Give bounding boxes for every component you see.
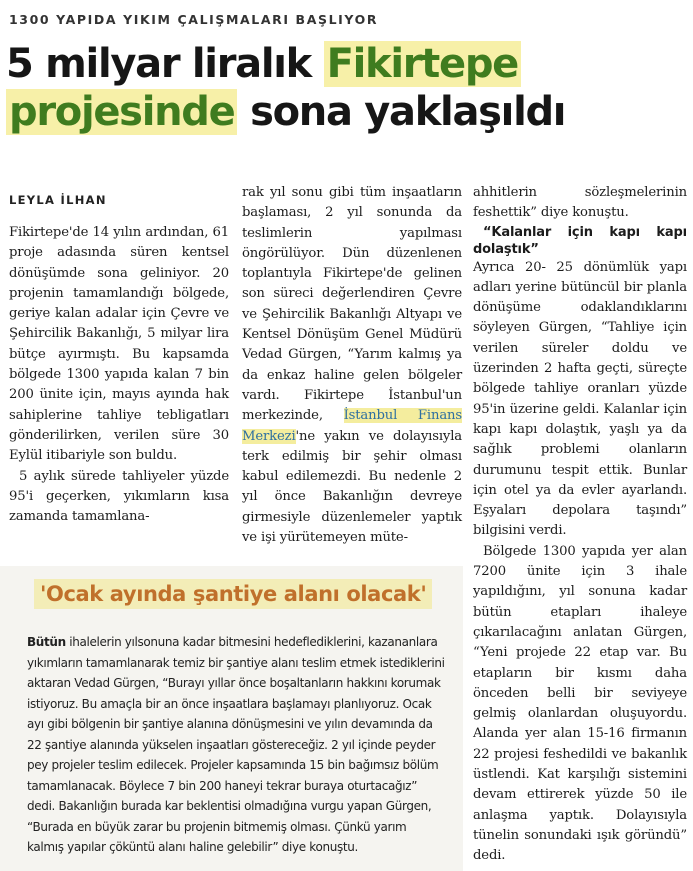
- paragraph-text: 'ne yakın ve dolayısıyla terk edilmiş bir şehir olması kabul edilemezdi. Bu nedenle 2 yıl önce Bakanlığın devreye girmesiyle düzenlemeler yaptık ve işi yürütemeyen müte-: [242, 428, 462, 546]
- paragraph: 5 aylık sürede tahliyeler yüzde 95'i geçerken, yıkımların kısa zamanda tamamlana-: [9, 468, 229, 525]
- paragraph: Fikirtepe'de 14 yılın ardından, 61 proje adasında süren kentsel dönüşümde sona geliniyor. 20 projenin tamamlandığı bölgede, geriye kalan adalar için Çevre ve Şehircilik Bakanlığı, 5 milyar lira bütçe ayırmıştı. Bu kapsamda bölgede 1300 yapıda kalan 7 bin 200 ünite için, mayıs ayında hak sahiplerine tahliye tebligatları gönderilirken, verilen süre 30 Eylül itibariyle son buldu.: [9, 225, 229, 464]
- paragraph: Bölgede 1300 yapıda yer alan 7200 ünite için 3 ihale yapıldığını, yıl sonuna kadar bütün etapları ihaleye çıkarılacağını anlatan Gürgen, “Yeni projede 22 etap var. Bu etapların bir kısmı daha önceden belli bir seviyeye gelmiş olanlardan oluşuyordu. Alanda yer alan 15-16 firmanın 22 projesi feshedildi ve bakanlık üstlendi. Kat karşılığı sistemini devam ettirerek yüzde 50 ile anlaşma yaptık. Dolayısıyla tünelin sonundaki ışık göründü” dedi.: [473, 543, 687, 864]
- byline: LEYLA İLHAN: [9, 193, 107, 207]
- headline-highlight-2: projesinde: [6, 89, 237, 135]
- headline-highlight-1: Fikirtepe: [324, 41, 521, 87]
- paragraph: ahhitlerin sözleşmelerinin feshettik” diye konuştu.: [473, 185, 687, 221]
- paragraph: [242, 183, 462, 548]
- paragraph: [27, 632, 445, 858]
- headline-line-1: [6, 40, 686, 88]
- headline: [6, 40, 686, 136]
- article-column-3: [473, 183, 687, 867]
- headline-part-1: 5 milyar liralık: [6, 41, 311, 87]
- paragraph-text: rak yıl sonu gibi tüm inşaatların başlaması, 2 yıl sonunda da teslimlerin yapılması öngörülüyor. Dün düzenlenen toplantıyla Fikirtepe'de gelinen son süreci değerlendiren Çevre ve Şehircilik Bakanlığı Altyapı ve Kentsel Dönüşüm Genel Müdürü Vedad Gürgen, “Yarım kalmış ya da enkaz haline gelen bölgeler vardı. Fikirtepe İstanbul'un merkezinde,: [242, 185, 462, 424]
- subheading: “Kalanlar için kapı kapı dolaştık”: [473, 224, 687, 257]
- headline-part-2: sona yaklaşıldı: [250, 89, 566, 135]
- article-column-2: [242, 183, 462, 548]
- highlighted-term: İstanbul Finans Merkezi: [242, 408, 462, 444]
- kicker: 1300 YAPIDA YIKIM ÇALIŞMALARI BAŞLIYOR: [9, 12, 379, 27]
- paragraph-text: ihalelerin yılsonuna kadar bitmesini hedeflediklerini, kazananlara yıkımların tamamlanarak temiz bir şantiye alanı teslim etmek istediklerini aktaran Vedad Gürgen, “Burayı yıllar önce boşaltanların hakkını korumak istiyoruz. Bu amaçla bir an önce inşaatlara başlamayı planlıyoruz. Ocak ayı gibi bölgenin bir şantiye alanına dönüşmesini ve yılın devamında da 22 şantiye alanında yükselen inşaatları göstereceğiz. 2 yıl içinde peyder pey projeler teslim edilecek. Projeler kapsamında 15 bin bağımsız bölüm tamamlanacak. Böylece 7 bin 200 haneyi tekrar buraya oturtacağız” dedi. Bakanlığın burada kar beklentisi olmadığına vurgu yapan Gürgen, “Burada en büyük zarar bu projenin bitmemiş olması. Çünkü yarım kalmış yapılar çöküntü alanı haline gelebilir” diye konuştu.: [27, 635, 445, 854]
- headline-line-2: [6, 88, 686, 136]
- sidebar-box-text: [27, 632, 445, 858]
- article-column-1: [9, 223, 229, 527]
- sidebar-box-title: 'Ocak ayında şantiye alanı olacak': [34, 579, 432, 609]
- lead-word: Bütün: [27, 635, 66, 649]
- paragraph: Ayrıca 20- 25 dönümlük yapı adları yerine bütüncül bir planla dönüşüme odaklandıklarını söyleyen Gürgen, “Tahliye için verilen süreler doldu ve üzerinden 2 hafta geçti, süreçte bölgede tahliye oranları yüzde 95'in üzerine geldi. Kalanlar için kapı kapı dolaştık, yaşlı ya da sağlık problemi olanların durumunu tespit ettik. Bunlar için otel ya da evler ayarlandı. Eşyaları depolara taşındı” bilgisini verdi.: [473, 259, 687, 539]
